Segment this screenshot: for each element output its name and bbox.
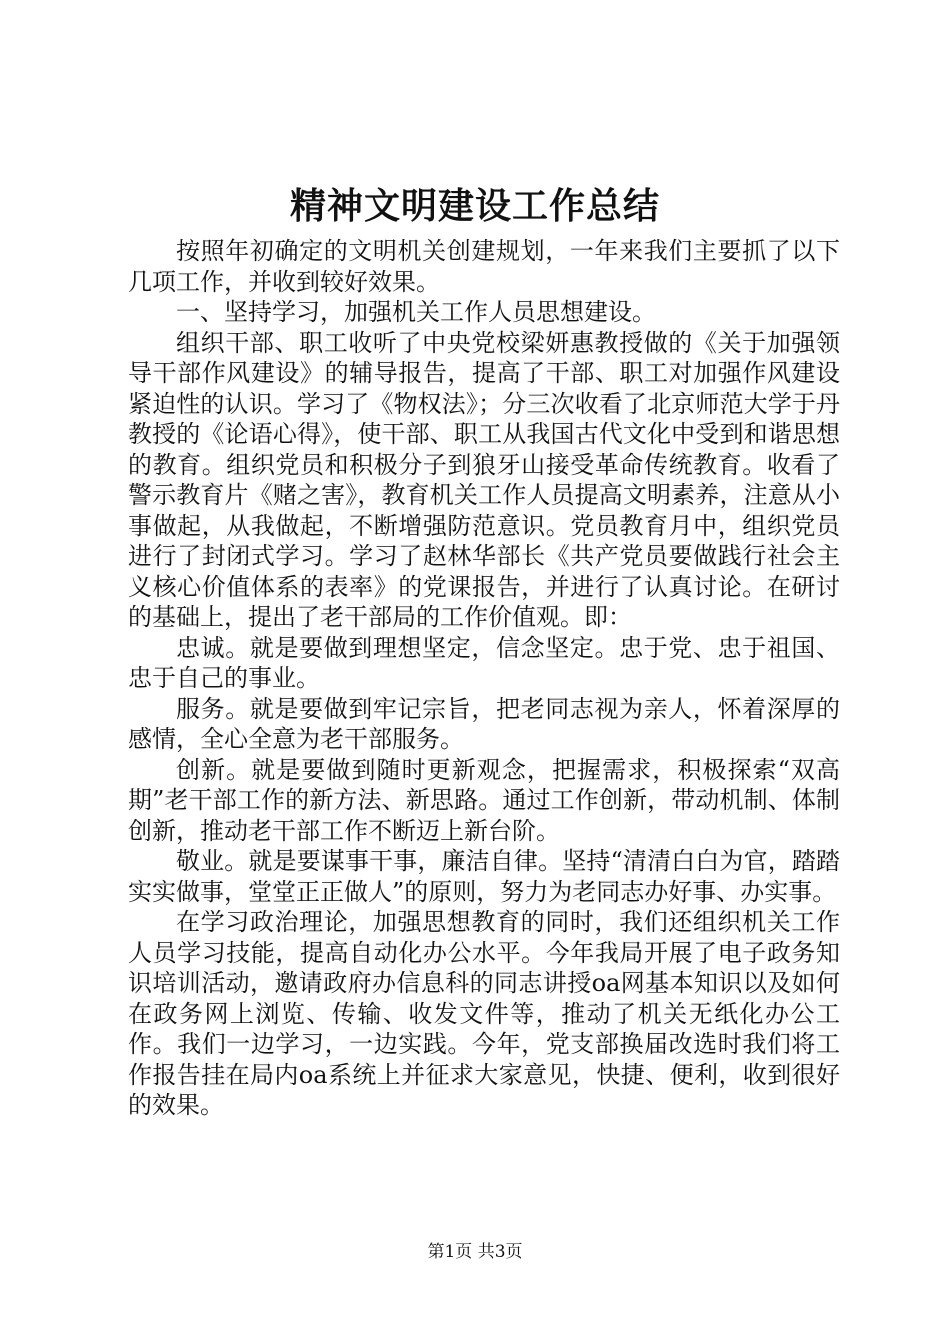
paragraph-service: 服务。就是要做到牢记宗旨，把老同志视为亲人，怀着深厚的感情，全心全意为老干部服务。 (128, 694, 840, 753)
paragraph-study-activities: 组织干部、职工收听了中央党校梁妍惠教授做的《关于加强领导干部作风建设》的辅导报告，提高了干部、职工对加强作风建设紧迫性的认识。学习了《物权法》；分三次收看了北京师范大学于丹教授的《论语心得》，使干部、职工从我国古代文化中受到和谐思想的教育。组织党员和积极分子到狼牙山接受革命传统教育。收看了警示教育片《赌之害》，教育机关工作人员提高文明素养，注意从小事做起，从我做起，不断增强防范意识。党员教育月中，组织党员进行了封闭式学习。学习了赵林华部长《共产党员要做践行社会主义核心价值体系的表率》的党课报告，并进行了认真讨论。在研讨的基础上，提出了老干部局的工作价值观。即： (128, 328, 840, 631)
paragraph-skills-training: 在学习政治理论，加强思想教育的同时，我们还组织机关工作人员学习技能，提高自动化办公水平。今年我局开展了电子政务知识培训活动，邀请政府办信息科的同志讲授oa网基本知识以及如何在政务网上浏览、传输、收发文件等，推动了机关无纸化办公工作。我们一边学习，一边实践。今年，党支部换届改选时我们将工作报告挂在局内oa系统上并征求大家意见，快捷、便利，收到很好的效果。 (128, 908, 840, 1119)
paragraph-loyalty: 忠诚。就是要做到理想坚定，信念坚定。忠于党、忠于祖国、忠于自己的事业。 (128, 633, 840, 692)
document-title: 精神文明建设工作总结 (289, 185, 660, 227)
document-body (128, 236, 840, 1121)
page-number-footer: 第1页 共3页 (427, 1242, 523, 1262)
paragraph-dedication: 敬业。就是要谋事干事，廉洁自律。坚持“清清白白为官，踏踏实实做事，堂堂正正做人”的原则，努力为老同志办好事、办实事。 (128, 847, 840, 906)
paragraph-innovation: 创新。就是要做到随时更新观念，把握需求，积极探索“双高期”老干部工作的新方法、新思路。通过工作创新，带动机制、体制创新，推动老干部工作不断迈上新台阶。 (128, 755, 840, 845)
paragraph-intro: 按照年初确定的文明机关创建规划，一年来我们主要抓了以下几项工作，并收到较好效果。 (128, 237, 840, 296)
paragraph-section-heading: 一、坚持学习，加强机关工作人员思想建设。 (176, 298, 656, 326)
